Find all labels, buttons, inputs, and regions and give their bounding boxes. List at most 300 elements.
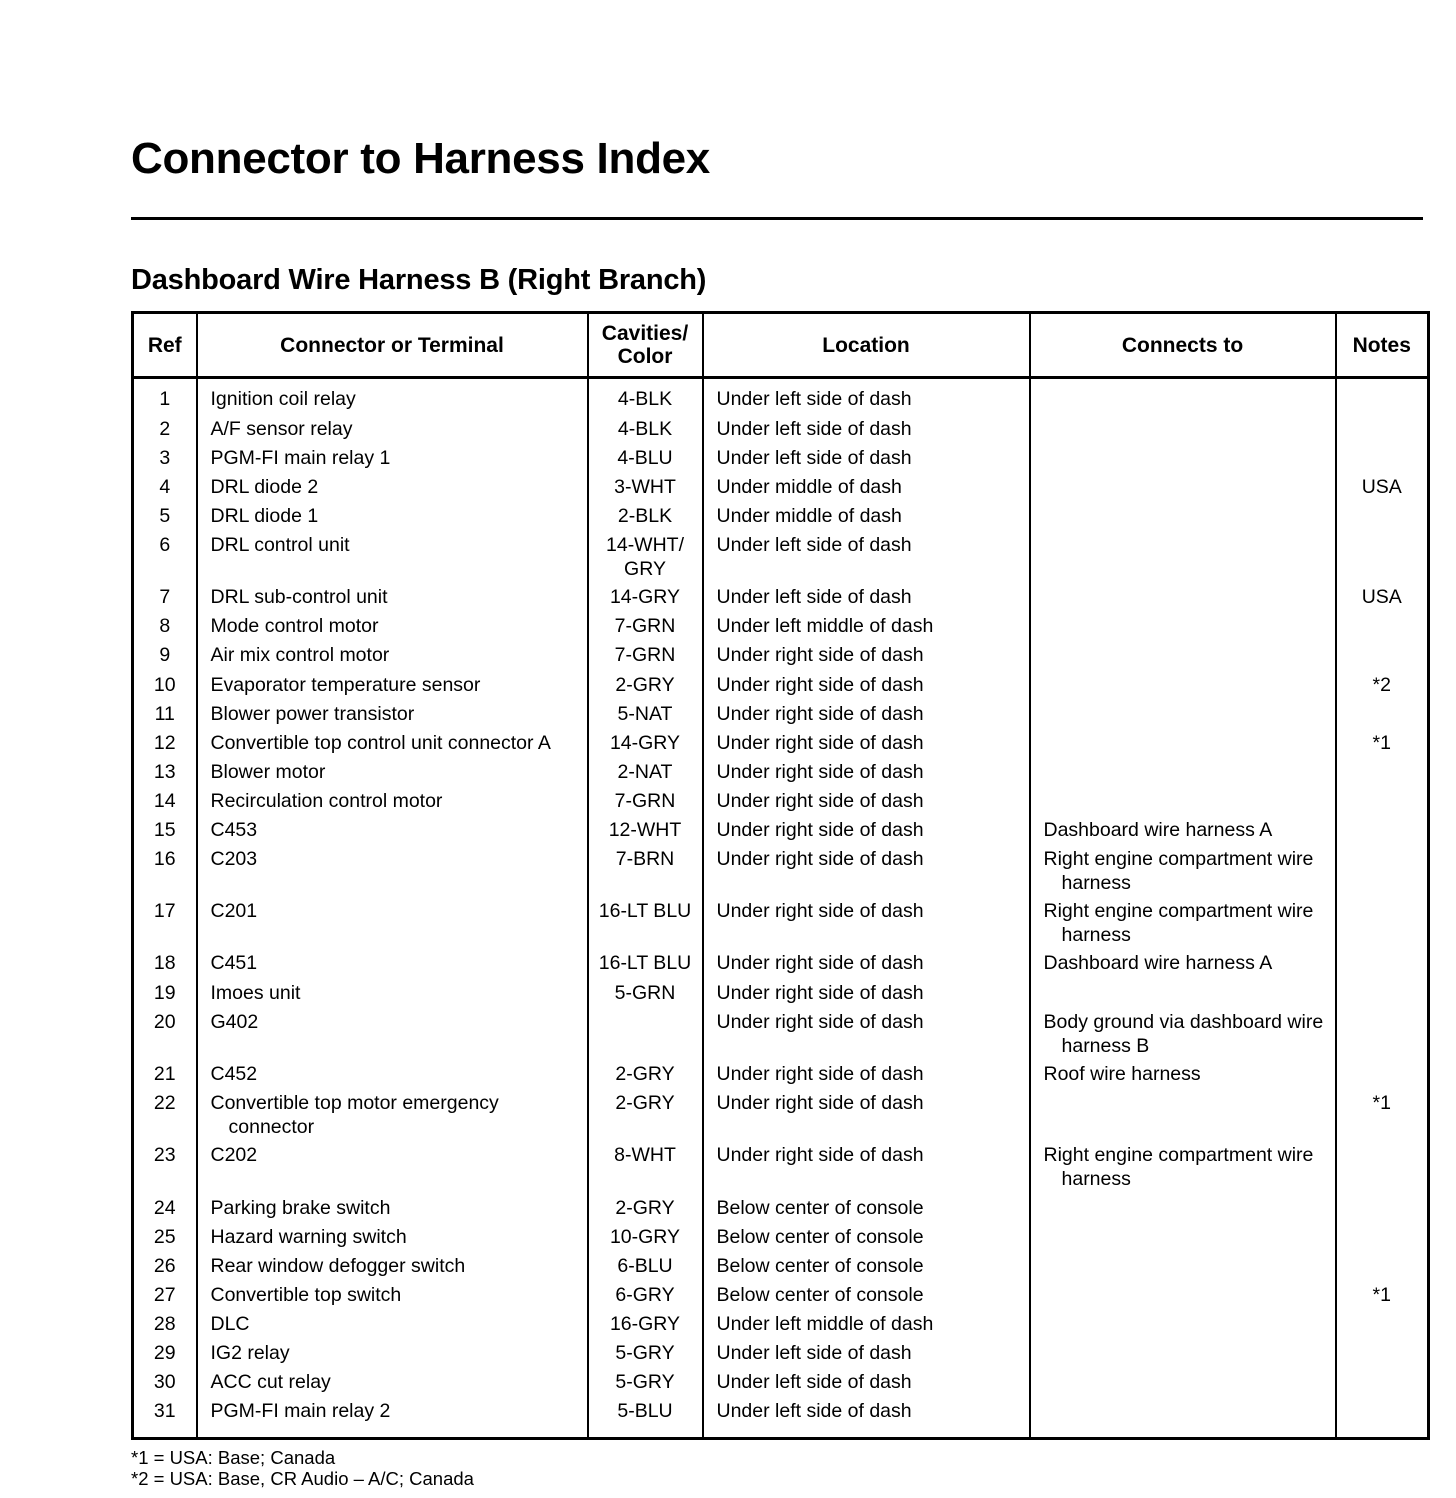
table-row	[133, 585, 1429, 614]
cell-connector	[197, 1010, 588, 1062]
cell-notes	[1336, 847, 1429, 899]
cell-cavities-text: 6-GRY	[615, 1283, 675, 1306]
cell-notes	[1336, 475, 1429, 504]
cell-notes	[1336, 1196, 1429, 1225]
cell-cavities-text: 2-GRY	[615, 1062, 675, 1085]
cell-cavities	[588, 378, 703, 417]
cell-location	[703, 673, 1030, 702]
cell-ref	[133, 417, 197, 446]
table-row	[133, 1225, 1429, 1254]
cell-notes	[1336, 417, 1429, 446]
cell-connector-text: Convertible top switch	[210, 1283, 402, 1306]
cell-notes	[1336, 1341, 1429, 1370]
cell-ref-text: 3	[159, 446, 171, 469]
cell-connects-to	[1030, 1341, 1336, 1370]
cell-connector-text: G402	[210, 1010, 259, 1033]
cell-location-text: Below center of console	[716, 1225, 924, 1248]
cell-location-text: Under right side of dash	[716, 818, 924, 841]
table-row	[133, 1370, 1429, 1399]
cell-cavities-text: 7-GRN	[614, 644, 676, 667]
cell-ref	[133, 1143, 197, 1195]
table-row	[133, 951, 1429, 980]
cell-location-text: Below center of console	[716, 1283, 924, 1306]
table-row	[133, 1254, 1429, 1283]
cell-cavities	[588, 1254, 703, 1283]
cell-ref	[133, 702, 197, 731]
cell-ref-text: 4	[159, 475, 171, 498]
cell-connects-to	[1030, 1062, 1336, 1091]
cell-connector-text: DRL diode 2	[210, 475, 319, 498]
cell-cavities-text: 7-BRN	[615, 847, 675, 870]
cell-cavities	[588, 533, 703, 585]
cell-cavities-text: 5-GRY	[615, 1341, 675, 1364]
cell-notes	[1336, 1283, 1429, 1312]
cell-connects-to	[1030, 504, 1336, 533]
cell-ref	[133, 818, 197, 847]
table-header-row	[133, 313, 1429, 378]
cell-cavities	[588, 1091, 703, 1143]
cell-cavities	[588, 417, 703, 446]
cell-ref-text: 6	[159, 534, 171, 557]
table-row	[133, 1091, 1429, 1143]
cell-ref-text: 17	[153, 900, 176, 923]
cell-cavities	[588, 1399, 703, 1439]
cell-ref-text: 18	[153, 952, 176, 975]
cell-cavities	[588, 504, 703, 533]
cell-notes	[1336, 1399, 1429, 1439]
cell-connects-to-text: Right engine compartment wire harness	[1043, 847, 1314, 894]
cell-connector-text: Recirculation control motor	[210, 789, 443, 812]
cell-notes	[1336, 1010, 1429, 1062]
cell-cavities-text: 12-WHT	[608, 818, 682, 841]
cell-location-text: Under right side of dash	[716, 673, 924, 696]
cell-connector-text: C452	[210, 1062, 258, 1085]
cell-connector-text: C453	[210, 818, 258, 841]
page-title: Connector to Harness Index	[131, 134, 710, 183]
cell-connector	[197, 702, 588, 731]
cell-ref	[133, 533, 197, 585]
cell-connects-to	[1030, 1225, 1336, 1254]
cell-location-text: Under left middle of dash	[716, 615, 934, 638]
cell-location	[703, 585, 1030, 614]
table-row	[133, 614, 1429, 643]
cell-cavities	[588, 614, 703, 643]
cell-location-text: Below center of console	[716, 1254, 924, 1277]
cell-connector	[197, 1225, 588, 1254]
cell-cavities	[588, 1062, 703, 1091]
cell-cavities-text: 5-GRN	[614, 981, 676, 1004]
cell-ref-text: 24	[153, 1196, 176, 1219]
connector-index-table	[131, 311, 1430, 1440]
cell-connects-to	[1030, 1370, 1336, 1399]
cell-connector	[197, 1196, 588, 1225]
cell-notes	[1336, 1312, 1429, 1341]
cell-notes	[1336, 673, 1429, 702]
cell-ref-text: 12	[153, 731, 176, 754]
cell-connects-to	[1030, 899, 1336, 951]
cell-ref-text: 9	[159, 644, 171, 667]
cell-cavities	[588, 951, 703, 980]
cell-ref	[133, 1341, 197, 1370]
footnote-1: *1 = USA: Base; Canada	[131, 1447, 336, 1468]
cell-connects-to	[1030, 673, 1336, 702]
cell-connector-text: Convertible top motor emergency connector	[210, 1091, 499, 1138]
cell-notes	[1336, 731, 1429, 760]
cell-location	[703, 789, 1030, 818]
cell-connects-to-text: Right engine compartment wire harness	[1043, 1144, 1314, 1191]
cell-location-text: Under left side of dash	[716, 1341, 912, 1364]
cell-connector	[197, 673, 588, 702]
cell-connector	[197, 818, 588, 847]
cell-cavities	[588, 1370, 703, 1399]
cell-connector-text: Hazard warning switch	[210, 1225, 407, 1248]
cell-ref-text: 14	[153, 789, 176, 812]
table-row	[133, 1399, 1429, 1439]
cell-cavities	[588, 981, 703, 1010]
cell-ref-text: 11	[154, 702, 175, 725]
cell-ref	[133, 1010, 197, 1062]
cell-ref-text: 8	[159, 615, 171, 638]
cell-ref	[133, 378, 197, 417]
cell-cavities-text: 5-GRY	[615, 1370, 675, 1393]
cell-ref	[133, 899, 197, 951]
cell-location	[703, 1143, 1030, 1195]
cell-connector	[197, 417, 588, 446]
cell-location	[703, 643, 1030, 672]
cell-ref	[133, 585, 197, 614]
cell-location	[703, 1312, 1030, 1341]
cell-connects-to	[1030, 643, 1336, 672]
cell-location-text: Under right side of dash	[716, 644, 924, 667]
cell-cavities-text: 14-GRY	[609, 731, 681, 754]
cell-location	[703, 951, 1030, 980]
cell-location-text: Under left side of dash	[716, 1370, 912, 1393]
cell-location-text: Under right side of dash	[716, 900, 924, 923]
cell-connector	[197, 1370, 588, 1399]
cell-notes-text: *1	[1372, 731, 1391, 754]
header-location: Location	[703, 313, 1030, 378]
cell-location-text: Under middle of dash	[716, 504, 902, 527]
table-row	[133, 899, 1429, 951]
cell-connector-text: Evaporator temperature sensor	[210, 673, 481, 696]
cell-ref-text: 31	[153, 1399, 176, 1422]
cell-cavities	[588, 1341, 703, 1370]
cell-notes	[1336, 1225, 1429, 1254]
cell-connector	[197, 847, 588, 899]
cell-connects-to-text: Dashboard wire harness A	[1043, 952, 1273, 975]
header-connector: Connector or Terminal	[197, 313, 588, 378]
cell-ref	[133, 981, 197, 1010]
cell-ref	[133, 1254, 197, 1283]
cell-connector	[197, 1062, 588, 1091]
cell-notes	[1336, 1143, 1429, 1195]
footnote-2: *2 = USA: Base, CR Audio – A/C; Canada	[131, 1468, 474, 1489]
cell-cavities-text: 7-GRN	[614, 615, 676, 638]
cell-location	[703, 1091, 1030, 1143]
cell-connector	[197, 760, 588, 789]
cell-cavities	[588, 1143, 703, 1195]
cell-location-text: Under right side of dash	[716, 760, 924, 783]
table-row	[133, 1341, 1429, 1370]
cell-connector	[197, 731, 588, 760]
cell-connector-text: DRL diode 1	[210, 504, 319, 527]
cell-connector	[197, 1091, 588, 1143]
cell-cavities	[588, 789, 703, 818]
cell-location-text: Under left side of dash	[716, 586, 912, 609]
cell-connector	[197, 585, 588, 614]
footnotes	[131, 1447, 474, 1489]
cell-cavities-text: 6-BLU	[617, 1254, 673, 1277]
table-row	[133, 673, 1429, 702]
table-row	[133, 1010, 1429, 1062]
cell-ref-text: 1	[159, 388, 171, 410]
cell-connector	[197, 378, 588, 417]
cell-cavities	[588, 446, 703, 475]
cell-cavities	[588, 1283, 703, 1312]
cell-connects-to	[1030, 981, 1336, 1010]
cell-connector-text: DRL sub-control unit	[210, 586, 388, 609]
table-row	[133, 789, 1429, 818]
cell-ref	[133, 446, 197, 475]
cell-location-text: Under right side of dash	[716, 789, 924, 812]
cell-ref	[133, 1091, 197, 1143]
cell-location-text: Under left side of dash	[716, 388, 912, 410]
cell-notes	[1336, 1254, 1429, 1283]
cell-location	[703, 760, 1030, 789]
table-row	[133, 847, 1429, 899]
cell-connects-to	[1030, 1010, 1336, 1062]
cell-ref	[133, 643, 197, 672]
cell-cavities	[588, 1312, 703, 1341]
cell-ref	[133, 951, 197, 980]
cell-ref	[133, 760, 197, 789]
cell-connects-to	[1030, 847, 1336, 899]
cell-connects-to	[1030, 1091, 1336, 1143]
cell-ref	[133, 1283, 197, 1312]
cell-location	[703, 847, 1030, 899]
cell-connects-to-text: Dashboard wire harness A	[1043, 818, 1273, 841]
cell-ref	[133, 504, 197, 533]
cell-cavities-text: 5-NAT	[617, 702, 673, 725]
cell-ref	[133, 673, 197, 702]
cell-location	[703, 533, 1030, 585]
cell-ref-text: 20	[153, 1010, 176, 1033]
cell-ref-text: 28	[153, 1312, 176, 1335]
cell-ref-text: 7	[159, 586, 171, 609]
cell-location	[703, 446, 1030, 475]
cell-ref-text: 16	[153, 847, 176, 870]
cell-location	[703, 614, 1030, 643]
cell-ref	[133, 1312, 197, 1341]
cell-cavities-text: 7-GRN	[614, 789, 676, 812]
cell-connector	[197, 899, 588, 951]
cell-notes	[1336, 899, 1429, 951]
cell-connector	[197, 475, 588, 504]
cell-connector-text: Convertible top control unit connector A	[210, 731, 551, 754]
cell-connects-to	[1030, 378, 1336, 417]
cell-connector-text: ACC cut relay	[210, 1370, 331, 1393]
cell-location-text: Under right side of dash	[716, 1010, 924, 1033]
cell-cavities-text: 3-WHT	[614, 475, 676, 498]
cell-ref	[133, 1062, 197, 1091]
cell-ref-text: 26	[153, 1254, 176, 1277]
cell-ref	[133, 1370, 197, 1399]
cell-ref	[133, 847, 197, 899]
cell-cavities-text: 10-GRY	[609, 1225, 681, 1248]
cell-connector	[197, 1312, 588, 1341]
cell-ref	[133, 1196, 197, 1225]
cell-ref-text: 25	[153, 1225, 176, 1248]
cell-location-text: Under right side of dash	[716, 952, 924, 975]
section-title: Dashboard Wire Harness B (Right Branch)	[131, 264, 707, 296]
cell-location	[703, 1283, 1030, 1312]
cell-connects-to	[1030, 1143, 1336, 1195]
cell-cavities	[588, 702, 703, 731]
cell-ref	[133, 614, 197, 643]
cell-notes	[1336, 789, 1429, 818]
cell-location	[703, 1254, 1030, 1283]
cell-location-text: Under right side of dash	[716, 1062, 924, 1085]
cell-location-text: Under right side of dash	[716, 1091, 924, 1114]
cell-cavities-text: 8-WHT	[614, 1144, 676, 1167]
cell-connects-to	[1030, 1312, 1336, 1341]
cell-connector	[197, 446, 588, 475]
cell-cavities-text: 2-NAT	[617, 760, 673, 783]
cell-location	[703, 475, 1030, 504]
cell-ref	[133, 475, 197, 504]
cell-location	[703, 1062, 1030, 1091]
cell-connects-to	[1030, 789, 1336, 818]
cell-location-text: Under left side of dash	[716, 1399, 912, 1422]
table-row	[133, 1283, 1429, 1312]
cell-connects-to	[1030, 1399, 1336, 1439]
table-row	[133, 1062, 1429, 1091]
cell-notes	[1336, 981, 1429, 1010]
table-row	[133, 981, 1429, 1010]
cell-cavities-text: 2-GRY	[615, 1091, 675, 1114]
table-row	[133, 446, 1429, 475]
cell-notes-text: *1	[1372, 1283, 1391, 1306]
cell-cavities-text: 4-BLK	[617, 417, 673, 440]
cell-connector-text: A/F sensor relay	[210, 417, 353, 440]
cell-notes	[1336, 1091, 1429, 1143]
header-ref: Ref	[133, 313, 197, 378]
cell-cavities	[588, 760, 703, 789]
cell-notes-text: USA	[1361, 475, 1402, 498]
cell-location	[703, 417, 1030, 446]
cell-location-text: Under left side of dash	[716, 446, 912, 469]
cell-location-text: Under middle of dash	[716, 475, 902, 498]
cell-connects-to-text: Right engine compartment wire harness	[1043, 900, 1314, 947]
cell-location-text: Under right side of dash	[716, 847, 924, 870]
cell-notes	[1336, 1062, 1429, 1091]
cell-connector-text: IG2 relay	[210, 1341, 290, 1364]
cell-ref-text: 21	[153, 1062, 176, 1085]
cell-cavities-text: 5-BLU	[617, 1399, 673, 1422]
cell-location	[703, 981, 1030, 1010]
cell-connects-to	[1030, 614, 1336, 643]
cell-connector	[197, 1399, 588, 1439]
cell-notes	[1336, 378, 1429, 417]
cell-cavities	[588, 475, 703, 504]
cell-connects-to	[1030, 760, 1336, 789]
cell-cavities	[588, 1225, 703, 1254]
cell-cavities	[588, 899, 703, 951]
cell-location	[703, 818, 1030, 847]
cell-location	[703, 899, 1030, 951]
cell-connector	[197, 614, 588, 643]
cell-connector	[197, 504, 588, 533]
cell-location-text: Under right side of dash	[716, 981, 924, 1004]
cell-location	[703, 1225, 1030, 1254]
cell-cavities-text: 2-GRY	[615, 1196, 675, 1219]
cell-ref	[133, 1225, 197, 1254]
cell-notes	[1336, 818, 1429, 847]
cell-notes-text: *1	[1372, 1091, 1391, 1114]
cell-connector	[197, 789, 588, 818]
cell-connector	[197, 951, 588, 980]
cell-cavities	[588, 585, 703, 614]
cell-connector-text: Mode control motor	[210, 615, 379, 638]
table-row	[133, 504, 1429, 533]
cell-cavities-text: 14-GRY	[609, 586, 681, 609]
cell-ref-text: 5	[159, 504, 171, 527]
cell-notes	[1336, 643, 1429, 672]
cell-connector-text: C451	[210, 952, 258, 975]
cell-ref-text: 15	[153, 818, 176, 841]
cell-connector-text: Blower power transistor	[210, 702, 415, 725]
cell-ref-text: 13	[153, 760, 176, 783]
cell-connects-to-text: Roof wire harness	[1043, 1062, 1201, 1085]
table-row	[133, 1196, 1429, 1225]
cell-notes	[1336, 614, 1429, 643]
cell-connector-text: C203	[210, 847, 258, 870]
cell-connects-to	[1030, 702, 1336, 731]
cell-notes	[1336, 446, 1429, 475]
cell-location	[703, 731, 1030, 760]
cell-ref-text: 10	[153, 673, 176, 696]
cell-connects-to	[1030, 1283, 1336, 1312]
cell-cavities-text: 16-GRY	[609, 1312, 681, 1335]
cell-ref-text: 19	[153, 981, 176, 1004]
cell-ref	[133, 731, 197, 760]
cell-cavities-text: 14-WHT/ GRY	[606, 534, 684, 581]
cell-connects-to	[1030, 417, 1336, 446]
cell-connector-text: Parking brake switch	[210, 1196, 391, 1219]
cell-connector-text: Imoes unit	[210, 981, 301, 1004]
table-row	[133, 643, 1429, 672]
cell-notes	[1336, 533, 1429, 585]
cell-connector	[197, 1341, 588, 1370]
cell-location-text: Below center of console	[716, 1196, 924, 1219]
cell-connects-to	[1030, 446, 1336, 475]
cell-notes-text: USA	[1361, 586, 1402, 609]
cell-location-text: Under right side of dash	[716, 1144, 924, 1167]
cell-ref-text: 22	[153, 1091, 176, 1114]
cell-connector-text: DRL control unit	[210, 534, 350, 557]
cell-location	[703, 702, 1030, 731]
cell-connects-to	[1030, 475, 1336, 504]
cell-ref-text: 2	[159, 417, 171, 440]
cell-cavities-text: 4-BLK	[617, 388, 673, 410]
cell-connector	[197, 533, 588, 585]
table-row	[133, 533, 1429, 585]
cell-notes	[1336, 504, 1429, 533]
cell-connector	[197, 981, 588, 1010]
table-row	[133, 731, 1429, 760]
cell-ref	[133, 1399, 197, 1439]
cell-cavities	[588, 818, 703, 847]
